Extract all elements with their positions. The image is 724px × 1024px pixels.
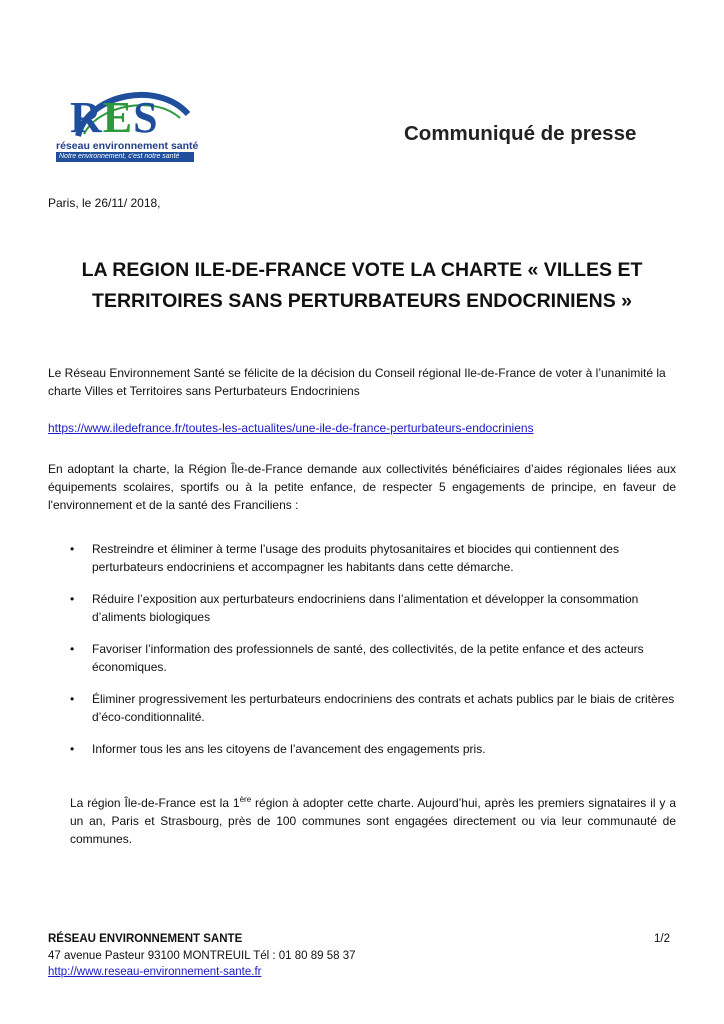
page-number: 1/2 [654, 933, 670, 945]
bullet-icon: • [70, 542, 75, 556]
logo-letter-s: S [133, 93, 159, 142]
logo-letters [70, 92, 159, 143]
list-item [68, 740, 676, 758]
headline: LA REGION ILE-DE-FRANCE VOTE LA CHARTE « VILLES ET TERRITOIRES SANS PERTURBATEURS ENDOCRINIENS » [81, 259, 643, 312]
list-item-text: Favoriser l’information des professionnels de santé, des collectivités, de la petite enfance et des acteurs économiques. [92, 642, 644, 674]
res-logo [48, 84, 198, 162]
iledefrance-link[interactable]: https://www.iledefrance.fr/toutes-les-actualites/une-ile-de-france-perturbateurs-endocriniens [48, 421, 534, 435]
list-item-text: Restreindre et éliminer à terme l’usage des produits phytosanitaires et biocides qui contiennent des perturbateurs endocriniens et accompagner les habitants dans cette démarche. [92, 542, 619, 574]
footer-org-name: RÉSEAU ENVIRONNEMENT SANTE [48, 933, 243, 945]
intro-paragraph: Le Réseau Environnement Santé se félicite de la décision du Conseil régional Ile-de-France de voter à l’unanimité la charte Villes et Territoires sans Perturbateurs Endocriniens [48, 366, 666, 398]
closing-superscript: ère [239, 795, 252, 804]
logo-tagline: Notre environnement, c'est notre santé [56, 152, 194, 162]
dateline: Paris, le 26/11/ 2018, [48, 196, 161, 210]
list-item [68, 640, 676, 676]
footer-address: 47 avenue Pasteur 93100 MONTREUIL Tél : 01 80 89 58 37 [48, 950, 356, 962]
bullet-icon: • [70, 742, 75, 756]
list-item [68, 540, 676, 576]
list-item-text: Informer tous les ans les citoyens de l’avancement des engagements pris. [92, 742, 486, 756]
closing-text-end: région à adopter cette charte. Aujourd’hui, après les premiers signataires il y a un an, Paris et Strasbourg, près de 100 communes sont engagées directement ou via leur communauté de communes. [70, 796, 676, 846]
list-item-text: Éliminer progressivement les perturbateurs endocriniens des contrats et achats publics par le biais de critères d’éco-conditionnalité. [92, 692, 675, 724]
logo-letter-e: E [102, 93, 134, 142]
charter-paragraph: En adoptant la charte, la Région Île-de-France demande aux collectivités bénéficiaires d’aides régionales liées aux équipements scolaires, sportifs ou à la petite enfance, de respecter 5 engagements de principe, en faveur de l'environnement et de la santé des Franciliens : [48, 462, 676, 512]
list-item-text: Réduire l’exposition aux perturbateurs endocriniens dans l’alimentation et développer la consommation d’aliments biologiques [92, 592, 639, 624]
footer-website-link[interactable]: http://www.reseau-environnement-sante.fr [48, 966, 262, 978]
logo-letter-r: R [70, 93, 103, 142]
bullet-icon: • [70, 592, 75, 606]
list-item [68, 690, 676, 726]
closing-paragraph [70, 791, 676, 848]
press-release-title: Communiqué de presse [404, 122, 637, 145]
commitments-list [68, 540, 676, 772]
logo-name: réseau environnement santé [56, 140, 199, 152]
bullet-icon: • [70, 642, 75, 656]
list-item [68, 590, 676, 626]
bullet-icon: • [70, 692, 75, 706]
closing-text-start: La région Île-de-France est la 1 [70, 796, 240, 810]
